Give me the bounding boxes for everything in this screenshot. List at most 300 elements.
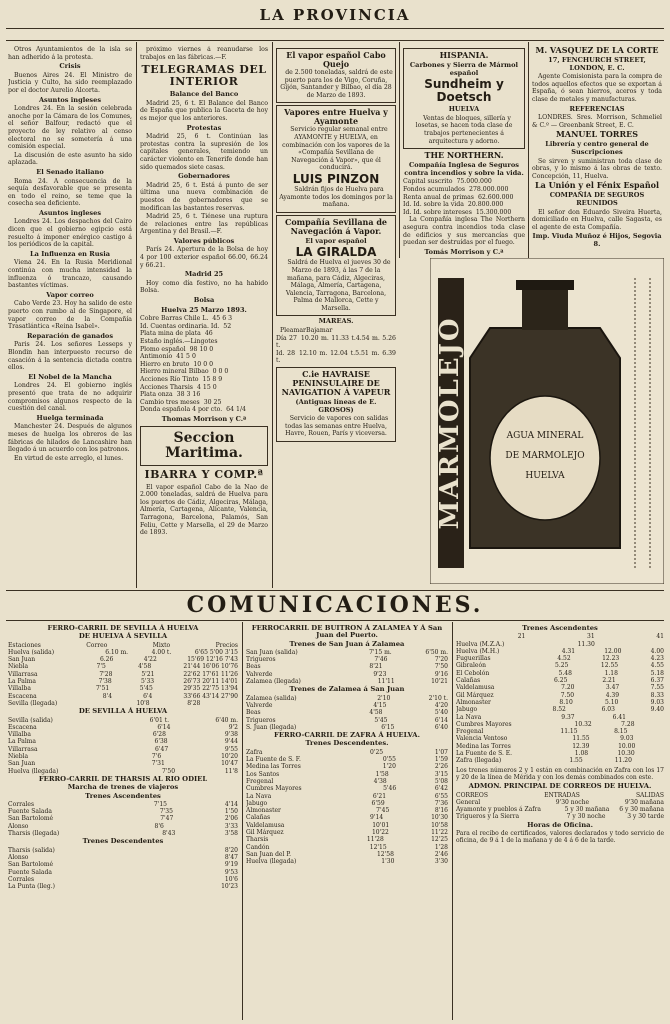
news-paragraph: Manchester 24. Después de algunos meses de huelga los obreros de las fábricas de hilados de Lancashire han llegado á un acuerdo con los patronos. xyxy=(8,423,132,454)
bottle-label-line: DE MARMOLEJO xyxy=(505,451,585,461)
table-header: CORREOS xyxy=(456,791,488,799)
row-label: Calañas xyxy=(456,677,481,685)
row-value: 6'55 xyxy=(434,792,448,800)
row-value: 29'35 22'75 13'94 xyxy=(183,685,238,693)
butron-zafra-tables xyxy=(246,624,448,1016)
ad-text: El señor don Eduardo Siveira Huerta, domiciliado en Huelva, calle Sagasta, es el agente de esta Compañía. xyxy=(532,208,662,231)
ad-cabo-quejo xyxy=(276,48,396,103)
ad-title: Compañía Sevillana de Navegación á Vapor. xyxy=(284,216,388,236)
correos-row xyxy=(456,806,664,813)
timetable-title: FERRO-CARRIL DE THARSIS AL RIO ODIEL xyxy=(38,774,208,783)
row-value: 6 y 30 mañana xyxy=(619,806,664,814)
row-value: 4.00 xyxy=(650,647,664,655)
row-label: Alonso xyxy=(8,822,29,830)
news-paragraph: Madrid 25, 6 t. Está á punto de ser última una nueva combinación de puestos de gobernadores que se modifican las bastantes reservas. xyxy=(140,181,268,212)
ad-giralda xyxy=(276,215,396,317)
timetable-row xyxy=(246,717,448,724)
row-value: 5.25 xyxy=(555,662,569,670)
bolsa-row xyxy=(140,323,268,331)
table-header: SALIDAS xyxy=(635,791,664,799)
timetable-row xyxy=(8,768,238,775)
news-paragraph: Paris 24. Los señores Lesseps y Blondin han interpuesto recurso de casación á la sentencia dictada contra ellos. xyxy=(8,341,132,372)
row-value: 7'35 xyxy=(159,808,173,816)
row-value: 1'07 xyxy=(434,748,448,756)
row-label: Renta anual de primas xyxy=(403,193,474,201)
row-label: Hierro mineral Bilbao xyxy=(140,368,209,376)
row-value: 38 3 16 xyxy=(176,391,201,399)
ad-text: Ventas de bloques, sillería y losetas, se hacen toda clase de trabajos pertenecientes á arquitectura y adorno. xyxy=(415,114,513,145)
bolsa-row xyxy=(140,368,268,376)
row-value: Pleamar xyxy=(280,327,307,335)
row-label: Valencia Ventoso xyxy=(456,735,508,743)
timetable-row xyxy=(246,844,448,851)
row-value: 7'31 xyxy=(151,760,165,768)
timetable-title: Trenes Ascendentes xyxy=(522,624,598,632)
row-label: Ayamonte y pueblos á Zafra xyxy=(456,806,541,814)
row-value: 4.55 xyxy=(650,662,664,670)
timetable-body xyxy=(246,649,448,685)
marmolejo-bottle-illustration xyxy=(430,258,664,584)
row-value: 7'50 xyxy=(161,767,176,775)
row-label: San Bartolomé xyxy=(8,861,54,869)
row-value: 7'51 xyxy=(96,685,110,693)
row-value: 7'38 xyxy=(98,678,112,686)
timetable-subtitle: DE HUELVA Á SEVILLA xyxy=(78,632,168,641)
row-label: Medina las Torres xyxy=(246,763,301,771)
row-value: 9'53 xyxy=(224,868,238,876)
row-value: 6'40 m. xyxy=(215,716,238,724)
column-divider xyxy=(136,42,137,588)
northern-row xyxy=(403,186,525,194)
timetable-row xyxy=(246,756,448,763)
row-value: 2'26 xyxy=(434,763,448,771)
news-heading: Gobernadores xyxy=(178,172,230,181)
northern-table xyxy=(403,178,525,216)
row-label: Hierro en bruto xyxy=(140,360,190,368)
row-label: Villarrasa xyxy=(8,670,38,678)
row-value: 0 0 0 xyxy=(212,368,229,376)
ad-havraise xyxy=(276,367,396,442)
row-value: 5.10 xyxy=(605,698,619,706)
bolsa-row xyxy=(140,406,268,414)
row-value: 8'16 xyxy=(434,807,448,815)
timetable-subtitle: Trenes Descendentes xyxy=(82,837,164,846)
row-value: 2'06 xyxy=(224,815,238,823)
timetable-row xyxy=(456,699,664,706)
timetable-row xyxy=(456,655,664,662)
row-value: 5.18 xyxy=(650,669,664,677)
ad-subtitle: Carbones y Sierra de Mármol español xyxy=(409,61,519,77)
row-value: 1'20 xyxy=(382,763,396,771)
column-news-2 xyxy=(140,46,268,586)
row-label: Plata onza xyxy=(140,391,173,399)
timetable-body xyxy=(246,695,448,731)
row-value: 26'73 20'11 14'01 xyxy=(183,678,238,686)
row-value: 12'58 xyxy=(376,850,394,858)
timetable-row xyxy=(246,671,448,678)
row-label: Valdelamusa xyxy=(246,821,285,829)
row-label: Escacena xyxy=(8,692,37,700)
row-value: 7'6 xyxy=(151,753,162,761)
row-value: 12.39 xyxy=(572,742,590,750)
timetable-row xyxy=(456,728,664,735)
timetable-row xyxy=(456,684,664,691)
row-label: Zalamea (salida) xyxy=(246,694,297,702)
row-value: 6'47 xyxy=(155,745,169,753)
ascendentes-correos-tables xyxy=(456,624,664,1016)
row-value: 10'21 xyxy=(431,678,448,686)
ad-vapores-ayamonte xyxy=(276,105,396,212)
row-value: 30 25 xyxy=(203,398,222,406)
timetable-row xyxy=(246,656,448,663)
row-value: 8'21 xyxy=(369,663,383,671)
column-divider xyxy=(242,622,243,1020)
row-label: Zalamea (llegada) xyxy=(246,678,301,686)
row-label: Cumbres Mayores xyxy=(246,785,302,793)
row-label: Acciones Río Tinto xyxy=(140,375,199,383)
row-value: 8.52 xyxy=(552,706,566,714)
table-header: Correo xyxy=(86,641,108,649)
news-heading: Asuntos ingleses xyxy=(38,95,102,104)
row-label: Id. Cuentas ordinaria. Id. xyxy=(140,322,220,330)
row-value: 2'10 xyxy=(377,694,391,702)
row-value: 6'40 xyxy=(434,723,448,731)
row-label: Beas xyxy=(246,663,261,671)
imprenta-line: Imp. Viuda Muñoz é Hijos, Segovia 8. xyxy=(532,232,662,248)
timetable-body xyxy=(8,717,238,775)
timetable-row xyxy=(456,757,664,764)
row-value: 10'22 xyxy=(371,829,389,837)
row-label: Huelva (llegada) xyxy=(8,767,59,775)
row-value: 3'33 xyxy=(224,822,238,830)
row-value: 5'40 xyxy=(434,709,448,717)
section-rule xyxy=(6,590,664,591)
bottle-label-line: HUELVA xyxy=(525,471,565,481)
timetable-row xyxy=(456,692,664,699)
column-divider xyxy=(452,622,453,1020)
correos-body xyxy=(456,799,664,821)
northern-row xyxy=(403,178,525,186)
timetable-title: FERROCARRIL DE BUITRON Á ZALAMEA Y Á San Juan del Puerto. xyxy=(251,624,443,640)
row-label: Jabugo xyxy=(456,706,478,714)
row-value: 6.25 xyxy=(554,677,568,685)
timetable-header-row xyxy=(456,792,664,799)
ad-title: HISPANIA. xyxy=(439,50,489,60)
timetable-row xyxy=(246,702,448,709)
seccion-maritima-box xyxy=(140,426,268,466)
timetable-row xyxy=(246,814,448,821)
ad-agent: Tomás Morrison y C.ª xyxy=(424,247,504,256)
bolsa-row xyxy=(140,346,268,354)
table-header: Precios xyxy=(215,641,238,649)
row-value: 7.50 xyxy=(560,691,575,699)
news-heading: Vapor correo xyxy=(46,290,94,299)
news-heading: Asuntos ingleses xyxy=(38,208,102,217)
ad-text: Agente Comisionista para la compra de todos aquellos efectos que se exportan á España, ó sean hierros, aceros y toda clase de metales y manufacturas. xyxy=(532,73,662,103)
row-value: 21'44 16'06 10'76 xyxy=(183,663,238,671)
row-value: 46 xyxy=(204,330,213,338)
bolsa-row xyxy=(140,353,268,361)
row-value: 10.32 xyxy=(574,720,592,728)
row-label: Gil Márquez xyxy=(246,829,284,837)
row-label: Tharsis (llegada) xyxy=(8,830,60,838)
row-label: La Fuente de S. E. xyxy=(456,750,513,758)
row-value: 11.30 xyxy=(577,640,595,648)
row-label: Niebla xyxy=(8,753,29,761)
ad-text: Saldrá de Huelva el jueves 30 de Marzo de 1893, á las 7 de la mañana, para Cádiz, Algeciras, Málaga, Almería, Cartagena, Valencia, Tarragona, Barcelona, Palma de Mallorca, Cette y Marsella. xyxy=(285,259,391,312)
bolsa-row xyxy=(140,361,268,369)
row-value: 2.21 xyxy=(602,677,616,685)
row-label: Fregenal xyxy=(456,728,484,736)
northern-row xyxy=(403,209,525,217)
row-label: Zafra xyxy=(246,748,263,756)
row-value: 12'25 xyxy=(431,836,448,844)
row-value: 3'15 xyxy=(434,770,448,778)
timetable-row xyxy=(8,731,238,738)
row-value: 9'2 xyxy=(228,723,238,731)
timetable-row xyxy=(456,714,664,721)
row-value: 10.30 xyxy=(617,750,635,758)
timetable-row xyxy=(8,760,238,767)
row-value: 4.39 xyxy=(605,691,620,699)
row-value: 9.40 xyxy=(650,706,664,714)
ad-sundheim xyxy=(403,48,525,149)
row-label: Escacena xyxy=(8,723,37,731)
row-value: 6.41 xyxy=(612,713,626,721)
row-value: 9'23 xyxy=(373,670,387,678)
row-value: 6.03 xyxy=(601,706,615,714)
row-value: 5.51 m. 6.39 t. xyxy=(276,349,396,365)
row-label: San Juan xyxy=(8,760,36,768)
row-value: 5 y 30 mañana xyxy=(564,806,610,814)
timetable-row xyxy=(456,648,664,655)
row-label: Id. Id. sobre intereses xyxy=(403,208,472,216)
mareas-row xyxy=(276,335,396,350)
masthead-rule-2 xyxy=(6,40,664,41)
row-value: 7'50 xyxy=(434,663,448,671)
news-heading: Crisis xyxy=(59,62,81,71)
correos-row xyxy=(456,813,664,820)
column-ads-5 xyxy=(532,46,662,256)
row-label: Fondos acumulados xyxy=(403,185,466,193)
row-label: El Cebolón xyxy=(456,669,490,677)
row-value: 11'11 xyxy=(377,678,395,686)
ad-text: Saldrán fijos de Huelva para Ayamonte todos los domingos por la mañana. xyxy=(279,185,393,209)
row-label: Cumbres Mayores xyxy=(456,720,512,728)
row-value: 6'14 xyxy=(157,723,171,731)
row-value: 1.08 xyxy=(574,750,589,758)
row-value: 10'20 xyxy=(221,753,238,761)
row-label: S. Juan (llegada) xyxy=(246,723,297,731)
row-value: 12.00 xyxy=(604,647,622,655)
row-value: 9'38 xyxy=(224,731,238,739)
row-label: La Palma xyxy=(8,738,36,746)
timetable-row xyxy=(246,695,448,702)
timetable-row xyxy=(246,851,448,858)
timetable-row xyxy=(246,807,448,814)
row-value: 1.55 xyxy=(569,757,583,765)
row-label: Candón xyxy=(246,843,270,851)
row-value: 7'20 xyxy=(434,656,448,664)
timetable-row xyxy=(246,829,448,836)
row-value: 4.00 t. xyxy=(151,648,172,656)
timetable-body xyxy=(8,847,238,891)
timetable-row xyxy=(246,800,448,807)
bolsa-date: Huelva 25 Marzo 1893. xyxy=(161,305,247,314)
ad-text: La Compañía inglesa The Northern asegura contra incendios toda clase de edificios y sus mercancías que puedan ser destruídas por el fuego. xyxy=(403,216,525,247)
row-value: 62.600.000 xyxy=(477,193,514,201)
row-value: 278.000.000 xyxy=(469,185,509,193)
row-value: 10'8 xyxy=(136,699,150,707)
row-label: Estaño inglés.—Lingotes xyxy=(140,338,218,345)
row-value: 7 y 30 noche xyxy=(566,813,606,821)
row-value: 6'01 t. xyxy=(149,716,169,724)
row-value: 4.31 xyxy=(561,647,576,655)
row-label: San Juan (salida) xyxy=(246,648,298,656)
row-label: Villalba xyxy=(8,685,31,693)
timetable-row xyxy=(246,793,448,800)
timetable-row xyxy=(246,778,448,785)
row-label: Id. 28 xyxy=(276,349,296,357)
row-label: Calañas xyxy=(246,814,271,822)
row-value: 1.18 xyxy=(604,669,618,677)
section-title: COMUNICACIONES. xyxy=(186,592,484,618)
row-value: 5'08 xyxy=(434,777,448,785)
column-ads-4 xyxy=(403,46,525,256)
row-value: 8.10 xyxy=(559,698,573,706)
ad-text: de 2.500 toneladas, saldrá de este puerto para los de Vigo, Coruña, Gijón, Santander y Bilbao, el día 28 de Marzo de 1893. xyxy=(280,69,393,99)
news-paragraph: Madrid 25, 6 t. Continúan las protestas contra la supresión de los capitales generales, temiendo un carácter violento en Tenerife donde han sido quemados siete casas. xyxy=(140,133,268,171)
row-value: 7'45 xyxy=(376,807,390,815)
row-value: 11.55 xyxy=(572,735,590,743)
ad-subtitle: Compañía Inglesa de Seguros contra incendios y sobre la vida. xyxy=(404,161,524,177)
row-label: Capital suscrito xyxy=(403,178,453,186)
masthead xyxy=(0,0,670,44)
row-label: La Nava xyxy=(456,713,482,721)
row-value: 0'55 xyxy=(382,756,396,764)
table-header: ENTRADAS xyxy=(544,791,580,799)
timetable-row xyxy=(8,656,238,663)
news-heading: Protestas xyxy=(186,123,222,132)
row-value: 5'45 xyxy=(374,716,388,724)
row-value: 10'58 xyxy=(431,821,448,829)
ad-title: LA GIRALDA xyxy=(295,245,377,260)
row-value: 7'15 xyxy=(153,800,167,808)
row-value: 9.03 xyxy=(650,698,664,706)
row-value: 6'65 5'00 3'15 xyxy=(194,648,238,656)
row-value: 6'15 xyxy=(381,723,395,731)
row-value: 2'46 xyxy=(434,850,448,858)
row-value: 8'6 xyxy=(154,822,164,830)
timetable-row xyxy=(456,662,664,669)
timetable-row xyxy=(8,685,238,692)
table-header: 41 xyxy=(656,633,664,641)
ad-text: LONDRES. Sres. Morrison, Schmeliel & C.º — Greenbank Street, E. C. xyxy=(532,114,662,129)
ad-subtitle: (Antiguas líneas de E. GROSOS) xyxy=(295,398,377,414)
row-value: 4'38 xyxy=(373,777,387,785)
row-value: 6'14 xyxy=(434,716,448,724)
row-value: 8'4 xyxy=(102,692,113,700)
row-value: 7'47 xyxy=(160,815,174,823)
column-divider xyxy=(399,42,400,258)
row-value: 4.54 m. 5.26 t. xyxy=(276,334,396,350)
row-value: 3 y 30 tarde xyxy=(627,813,664,821)
news-heading: Balance del Banco xyxy=(169,90,239,99)
row-label: La Nava xyxy=(246,792,272,800)
row-value: 4'15 xyxy=(373,701,387,709)
column-divider xyxy=(272,42,273,588)
row-value: 1'58 xyxy=(375,770,389,778)
news-paragraph: próximo viernes á reanudarse los trabajos en las fábricas.—F. xyxy=(140,46,268,61)
row-label: Los Santos xyxy=(246,770,280,778)
timetable-row xyxy=(8,671,238,678)
section-rule-2 xyxy=(6,620,664,621)
row-label: Plomo español xyxy=(140,345,186,353)
table-header: 21 xyxy=(517,633,526,641)
timetable-row xyxy=(8,678,238,685)
timetable-body xyxy=(456,641,664,765)
row-value: 9'16 xyxy=(434,670,448,678)
row-value: 6'4 xyxy=(143,692,153,700)
row-value: 8.15 xyxy=(614,728,628,736)
timetable-row xyxy=(8,753,238,760)
timetable-subtitle: Trenes de San Juan á Zalamea xyxy=(289,639,405,648)
row-label: Huelva (llegada) xyxy=(246,858,297,866)
timetable-row xyxy=(8,815,238,822)
bolsa-row xyxy=(140,391,268,399)
row-label: Alonso xyxy=(8,853,29,861)
timetable-row xyxy=(8,876,238,883)
ad-subtitle: REFERENCIAS xyxy=(569,104,625,113)
timetable-row xyxy=(246,771,448,778)
row-value: 3'58 xyxy=(224,830,238,838)
row-label: La Palma xyxy=(8,678,36,686)
timetable-row xyxy=(246,785,448,792)
row-label: Valverde xyxy=(246,701,273,709)
row-value: 20.800.000 xyxy=(467,201,504,209)
row-value: 10.20 m. 11.33 t. xyxy=(300,334,356,342)
news-paragraph: Londres 24. En la sesión celebrada anoche por la Cámara de los Comunes, el señor Balfour, redactó que el proyecto de ley relativo al censo electoral no se sometería á una comisión especial. xyxy=(8,105,132,151)
ad-text: Se sirven y suministran toda clase de obras, y lo mismo á las obras de texto. Concepción, 11, Huelva. xyxy=(532,157,662,180)
row-value: 7'36 xyxy=(434,799,448,807)
row-value: 1'50 xyxy=(224,808,238,816)
timetable-row xyxy=(246,858,448,865)
correos-subtitle: Horas de Oficina. xyxy=(527,820,593,829)
row-value: 10.00 xyxy=(618,742,636,750)
row-value: 10 0 0 xyxy=(193,360,214,368)
ad-title: Vapores entre Huelva y Ayamonte xyxy=(284,107,388,127)
timetable-row xyxy=(456,743,664,750)
news-paragraph: Roma 24. A consecuencia de la sequía desfavorable que se presenta en todo el reino, se teme que la cosecha sea deficiente. xyxy=(8,177,132,208)
row-value: 4'14 xyxy=(224,800,238,808)
row-label: General xyxy=(456,798,481,806)
news-heading: El Senado italiano xyxy=(36,167,104,176)
timetable-row xyxy=(456,750,664,757)
row-label: Huelva (M.Z.A.) xyxy=(456,640,505,648)
row-label: Cambio tres meses xyxy=(140,398,200,406)
row-label: Donda española 4 por cto. xyxy=(140,406,223,414)
row-value: 1'30 xyxy=(381,858,395,866)
marmolejo-ad xyxy=(430,258,664,584)
timetable-row xyxy=(456,677,664,684)
bolsa-row xyxy=(140,330,268,338)
news-heading: Reparación de ganados xyxy=(26,331,114,340)
news-heading: El Nobel de la Mancha xyxy=(28,372,112,381)
row-value: 8'43 xyxy=(162,830,176,838)
row-label: Niebla xyxy=(8,663,29,671)
ad-title: LUIS PINZON xyxy=(292,171,380,186)
row-value: 9'30 noche xyxy=(555,798,590,806)
